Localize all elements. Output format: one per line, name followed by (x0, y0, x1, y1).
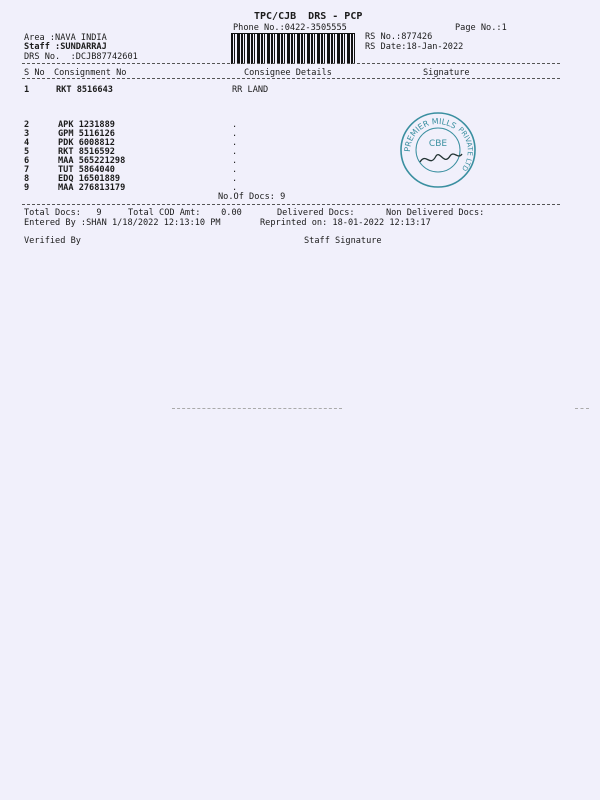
seal-text-center: CBE (428, 139, 448, 149)
reprinted-on: Reprinted on: 18-01-2022 12:13:17 (260, 218, 431, 228)
row-consignment-no: PDK 6008812 (58, 138, 115, 148)
row-sno: 1 (24, 85, 30, 95)
row-consignment-no: RKT 8516592 (58, 147, 115, 157)
scan-artifact-line (575, 408, 589, 409)
row-consignee: . (232, 129, 238, 139)
rs-number: RS No.:877426 (365, 32, 433, 42)
rs-date: RS Date:18-Jan-2022 (365, 42, 464, 52)
row-consignment-no: EDQ 16501889 (58, 174, 121, 184)
column-header-divider (22, 78, 560, 79)
column-header-consignment: Consignment No (54, 68, 127, 78)
row-sno: 6 (24, 156, 30, 166)
row-sno: 5 (24, 147, 30, 157)
row-consignment-no: MAA 565221298 (58, 156, 126, 166)
staff-field: Staff :SUNDARRAJ (24, 42, 107, 52)
company-seal-stamp (398, 110, 478, 190)
area-field: Area :NAVA INDIA (24, 33, 107, 43)
column-header-signature: Signature (423, 68, 470, 78)
row-sno: 7 (24, 165, 30, 175)
row-consignee: . (232, 165, 238, 175)
row-sno: 9 (24, 183, 30, 193)
total-docs: Total Docs: 9 (24, 208, 102, 218)
row-consignee: . (232, 156, 238, 166)
row-sno: 3 (24, 129, 30, 139)
row-sno: 2 (24, 120, 30, 130)
row-consignee: . (232, 138, 238, 148)
row-consignee: . (232, 147, 238, 157)
total-cod-amount: Total COD Amt: 0.00 (128, 208, 242, 218)
row-consignee: . (232, 174, 238, 184)
document-title: TPC/CJB DRS - PCP (254, 11, 363, 22)
column-header-consignee: Consignee Details (244, 68, 332, 78)
barcode (231, 33, 355, 64)
row-consignee: . (232, 183, 238, 193)
row-consignment-no: APK 1231889 (58, 120, 115, 130)
verified-by-label: Verified By (24, 236, 81, 246)
staff-signature-label: Staff Signature (304, 236, 382, 246)
phone-number: Phone No.:0422-3505555 (233, 23, 347, 33)
drs-number: DRS No. :DCJB87742601 (24, 52, 138, 62)
column-header-sno: S No (24, 68, 45, 78)
row-sno: 4 (24, 138, 30, 148)
entered-by: Entered By :SHAN 1/18/2022 12:13:10 PM (24, 218, 221, 228)
page-number: Page No.:1 (455, 23, 507, 33)
row-consignment-no: TUT 5864040 (58, 165, 115, 175)
non-delivered-docs: Non Delivered Docs: (386, 208, 485, 218)
number-of-docs: No.Of Docs: 9 (218, 192, 286, 202)
header-divider (22, 63, 560, 64)
signature-scribble (420, 154, 462, 162)
delivered-docs: Delivered Docs: (277, 208, 355, 218)
row-consignee: RR LAND (232, 85, 269, 95)
row-consignment-no: RKT 8516643 (56, 85, 113, 95)
row-consignment-no: MAA 276813179 (58, 183, 126, 193)
row-consignee: . (232, 120, 238, 130)
summary-divider (22, 204, 560, 205)
seal-text-side: PRIVATE LTD (456, 125, 474, 173)
row-consignment-no: GPM 5116126 (58, 129, 115, 139)
seal-text-top: PREMIER MILLS (402, 116, 458, 153)
row-sno: 8 (24, 174, 30, 184)
scan-artifact-line (172, 408, 342, 409)
